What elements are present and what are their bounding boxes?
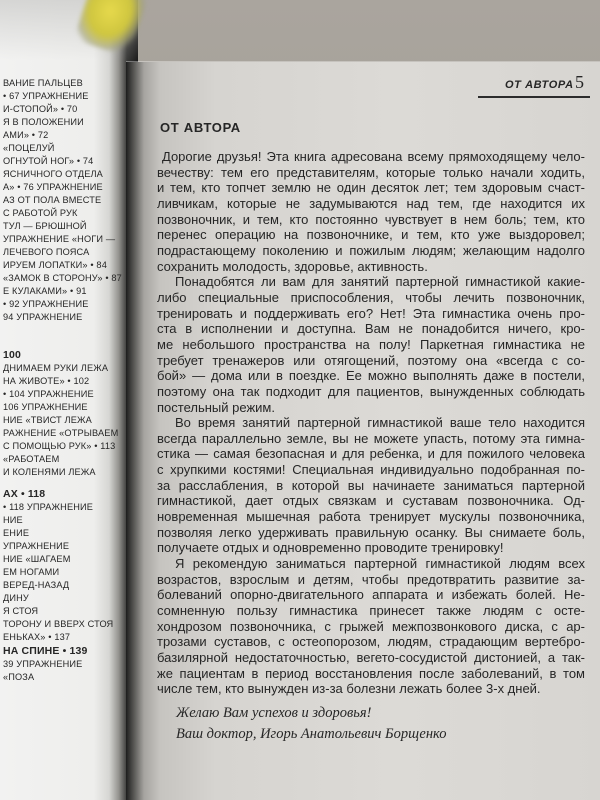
paragraph [157, 556, 585, 697]
toc-entry: ЕНИЕ [3, 528, 30, 538]
text-line: базилярной недостаточностью, вегето-сосудистой дистонией, а так- [157, 650, 585, 665]
text-line: бой» — дома или в поездке. Ее можно выполнять даже в постели, [157, 368, 585, 384]
toc-entry: ЯСНИЧНОГО ОТДЕЛА [3, 169, 103, 179]
text-line: Я рекомендую заниматься партерной гимнастикой людям всех [175, 556, 585, 572]
text-line: сохранить молодость, здоровье, активность. [157, 258, 428, 274]
toc-entry: ТУЛ — БРЮШНОЙ [3, 221, 87, 231]
paragraph [157, 415, 585, 556]
running-head-rule [478, 96, 590, 98]
text-line: требует тренажеров или отягощений, поэтому она «всегда с со- [157, 352, 585, 368]
toc-entry: • 67 УПРАЖНЕНИЕ [3, 91, 89, 101]
text-line: ме небольшого пространства на полу! Паркетная гимнастика не [157, 336, 585, 352]
toc-entry: 94 УПРАЖНЕНИЕ [3, 312, 83, 322]
toc-entry: • 104 УПРАЖНЕНИЕ [3, 389, 94, 399]
toc-entry: С ПОМОЩЬЮ РУК» • 113 [3, 441, 116, 451]
text-line: числе тем, кто вынужден из-за болезни лежать более 3-х дней. [157, 681, 541, 697]
text-line: поэтому она так подходит для пациентов, вынужденных соблюдать [157, 383, 585, 399]
toc-entry: И-СТОПОЙ» • 70 [3, 104, 78, 114]
toc-entry: АМИ» • 72 [3, 130, 49, 140]
toc-entry: УПРАЖНЕНИЕ «НОГИ — [3, 234, 116, 244]
toc-entry: ВАНИЕ ПАЛЬЦЕВ [3, 78, 83, 88]
signature-wish: Желаю Вам успехов и здоровья! [176, 705, 372, 721]
toc-section-title: НА СПИНЕ • 139 [3, 645, 88, 657]
toc-entry: ИРУЕМ ЛОПАТКИ» • 84 [3, 260, 107, 270]
toc-entry: ОГНУТОЙ НОГ» • 74 [3, 156, 94, 166]
toc-entry: РАЖНЕНИЕ «ОТРЫВАЕМ [3, 428, 119, 438]
text-line: ливчикам, которые не задумываются над тем, где находится их [157, 195, 585, 211]
text-line: гимнастикой, дает отдых связкам и суставам позвоночника. Од- [157, 493, 585, 509]
toc-entry: ВЕРЕД-НАЗАД [3, 580, 70, 590]
toc-entry: АЗ ОТ ПОЛА ВМЕСТЕ [3, 195, 102, 205]
text-line: позволяя легко удерживать правильную осанку. Вы снимаете боль, [157, 524, 585, 540]
left-page [0, 0, 138, 800]
toc-entry: «РАБОТАЕМ [3, 454, 60, 464]
signature-author: Ваш доктор, Игорь Анатольевич Борщенко [176, 726, 447, 742]
toc-entry: Я В ПОЛОЖЕНИИ [3, 117, 84, 127]
body-text [157, 149, 585, 697]
text-line: трозами суставов, с остеопорозом, людям, страдающим вертебро- [157, 634, 585, 650]
text-line: за расслабления, в которой вы начинаете заниматься партерной [157, 477, 585, 493]
text-line: хондрозом позвоночника, с грыжей межпозвонкового диска, с ар- [157, 618, 585, 634]
toc-entry: «ПОЦЕЛУЙ [3, 143, 55, 153]
running-head-title: ОТ АВТОРА [505, 79, 574, 91]
text-line: стика — самая безопасная и для ребенка, и для пожилого человека [157, 446, 585, 462]
text-line: возрастов, взрослым и детям, чтобы предотвратить развитие за- [157, 571, 585, 587]
paragraph [157, 274, 585, 415]
paragraph [157, 149, 585, 274]
toc-entry: «ЗАМОК В СТОРОНУ» • 87 [3, 273, 122, 283]
toc-entry: УПРАЖНЕНИЕ [3, 541, 70, 551]
text-line: и тем, кто топчет землю не один десяток лет; тем здоровым счаст- [157, 180, 585, 196]
toc-entry: ТОРОНУ И ВВЕРХ СТОЯ [3, 619, 114, 629]
text-line: с хрупкими костями! Специальная индивидуально подобранная по- [157, 462, 585, 478]
toc-entry: НИЕ «ШАГАЕМ [3, 554, 71, 564]
chapter-heading: ОТ АВТОРА [160, 120, 241, 135]
text-line: позвоночник, и тем, кто постоянно чувствует в нем боль; тем, кто [157, 211, 585, 227]
toc-entry: НИЕ [3, 515, 23, 525]
toc-entry: «ПОЗА [3, 672, 35, 682]
text-line: постельный режим. [157, 399, 275, 415]
signature [176, 703, 576, 745]
toc-entry: ЛЕЧЕВОГО ПОЯСА [3, 247, 90, 257]
text-line: сомненную пользу гимнастика принесет также людям с осте- [157, 603, 585, 619]
text-line: подрастающему поколению и пожилым людям; желающим надолго [157, 242, 585, 258]
text-line: новременная мышечная работа тренирует мускулы позвоночника, [157, 509, 585, 525]
toc-entry: • 118 УПРАЖНЕНИЕ [3, 502, 94, 512]
right-page [126, 62, 600, 800]
text-line: вечеству: тем его представителям, которые только начали ходить, [157, 164, 585, 180]
text-line: Понадобятся ли вам для занятий партерной гимнастикой какие- [175, 274, 585, 290]
toc-entry: НА ЖИВОТЕ» • 102 [3, 376, 90, 386]
toc-entry: 106 УПРАЖНЕНИЕ [3, 402, 88, 412]
toc-entry: 39 УПРАЖНЕНИЕ [3, 659, 83, 669]
toc-entry: ДНИМАЕМ РУКИ ЛЕЖА [3, 363, 109, 373]
text-line: Во время занятий партерной гимнастикой ваше тело находится [175, 415, 585, 431]
toc-entry: А» • 76 УПРАЖНЕНИЕ [3, 182, 103, 192]
text-line: ста в исполнении и доступна. Вам не понадобится ничего, кро- [157, 321, 585, 337]
toc-entry: ЕМ НОГАМИ [3, 567, 60, 577]
toc-entry: Е КУЛАКАМИ» • 91 [3, 286, 87, 296]
text-line: Дорогие друзья! Эта книга адресована всему прямоходящему чело- [162, 149, 585, 164]
text-line: либо специальные приспособления, чтобы лечить позвоночник, [157, 289, 585, 305]
text-line: перенес операцию на позвоночнике, и тем, кто уже выздоровел; [157, 227, 585, 243]
toc-entry: ЕНЬКАХ» • 137 [3, 632, 71, 642]
text-line: тренировать и поддерживать его? Нет! Эта гимнастика очень про- [157, 305, 585, 321]
toc-entry: ДИНУ [3, 593, 29, 603]
toc-entry: НИЕ «ТВИСТ ЛЕЖА [3, 415, 92, 425]
toc-entry: И КОЛЕНЯМИ ЛЕЖА [3, 467, 96, 477]
page-number: 5 [575, 72, 584, 92]
text-line: болеваний опорно-двигательного аппарата и избежать болей. Не- [157, 587, 585, 603]
toc-entry: Я СТОЯ [3, 606, 39, 616]
toc-entry: • 92 УПРАЖНЕНИЕ [3, 299, 89, 309]
text-line: всегда параллельно земле, вы не можете упасть, потому эта гимна- [157, 430, 585, 446]
toc-section-title: АХ • 118 [3, 488, 46, 500]
toc-entry: С РАБОТОЙ РУК [3, 208, 78, 218]
text-line: получаете отдых и одновременно проводите тренировку! [157, 540, 504, 556]
toc-section-title: 100 [3, 349, 21, 361]
text-line: же пациентам в период восстановления после заболеваний, в том [157, 665, 585, 681]
table-of-contents-fragment [3, 77, 135, 684]
